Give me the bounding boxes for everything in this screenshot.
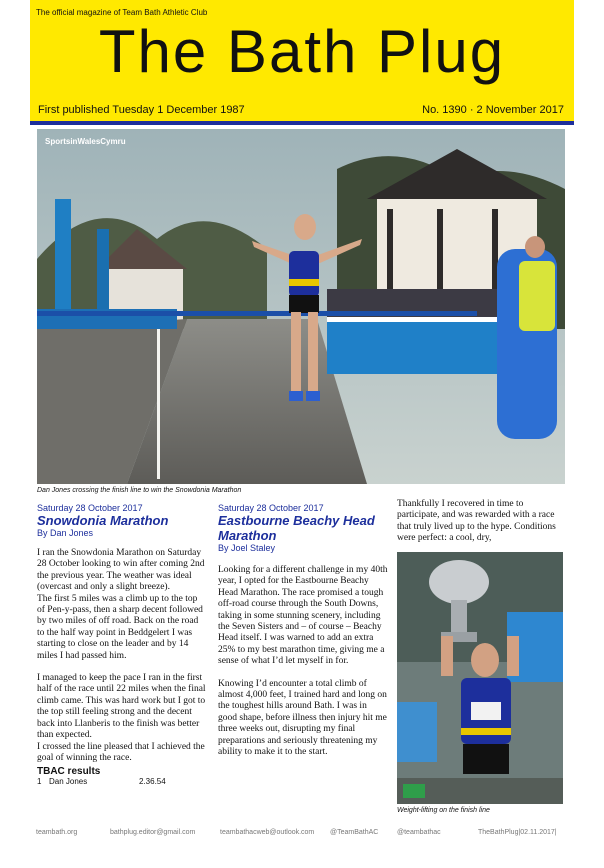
article-paragraph: I crossed the line pleased that I achieved the goal of winning the race.	[37, 741, 205, 763]
masthead-tagline: The official magazine of Team Bath Athletic Club	[36, 8, 208, 17]
article-headline: Snowdonia Marathon	[37, 513, 169, 528]
photo-agency-logo: SportsinWalesCymru	[45, 137, 126, 146]
article-snowdonia	[37, 503, 207, 786]
article-headline: Eastbourne Beachy Head Marathon	[218, 513, 375, 543]
article-paragraph: The first 5 miles was a climb up to the top of Pen-y-pass, then a sharp decent followed by two miles of off road. Back on the road to the half way point in Beddgelert I was starting to close on the leader and by 14 miles I had passed him.	[37, 593, 203, 661]
magazine-title: The Bath Plug	[98, 18, 506, 85]
side-photo-caption: Weight-lifting on the finish line	[397, 807, 490, 814]
masthead-rule	[30, 121, 574, 125]
hero-photo-illustration	[37, 129, 565, 484]
article-paragraph: I ran the Snowdonia Marathon on Saturday 28 October looking to win after coming 2nd the previous year. The weather was ideal (overcast and only a slight breeze).	[37, 548, 205, 593]
footer-website[interactable]: teambath.org	[36, 829, 78, 836]
result-position: 1	[37, 777, 42, 787]
result-name: Dan Jones	[49, 777, 88, 787]
article-byline: By Dan Jones	[37, 528, 94, 538]
footer-twitter[interactable]: @TeamBathAC	[330, 829, 379, 836]
hero-caption: Dan Jones crossing the finish line to win the Snowdonia Marathon	[37, 487, 242, 494]
article-paragraph: I managed to keep the pace I ran in the first half of the race until 22 miles when the final climb came. This was hard work but I got to the top still feeling strong and the decent back into Llanberis to the finish was better than expected.	[37, 673, 206, 741]
article-byline: By Joel Staley	[218, 543, 276, 553]
results-title: TBAC results	[37, 766, 101, 778]
article-date: Saturday 28 October 2017	[218, 503, 324, 513]
hero-photo	[37, 129, 565, 484]
footer-instagram[interactable]: @teambathac	[397, 829, 441, 836]
article-body	[218, 565, 388, 759]
result-time: 2.36.54	[139, 777, 166, 787]
footer-editor-email[interactable]: bathplug.editor@gmail.com	[110, 829, 196, 836]
results-row	[37, 777, 207, 786]
article-body	[37, 548, 207, 764]
article-date: Saturday 28 October 2017	[37, 503, 143, 513]
article-beachy-head	[218, 503, 388, 770]
footer-web-email[interactable]: teambathacweb@outlook.com	[220, 829, 315, 836]
trophy-photo-illustration	[397, 552, 563, 804]
trophy-photo	[397, 552, 563, 804]
article-paragraph: Looking for a different challenge in my 40th year, I opted for the Eastbourne Beachy Head Marathon. The race promised a tough off-road course through the South Downs, taking in some stunning scenery, including the Seven Sisters and – of course – Beachy Head itself. I was warned to add an extra 25% to my best marathon time, giving me a sense of what I’d let myself in for.	[218, 565, 388, 667]
issue-number: No. 1390 · 2 November 2017	[422, 104, 564, 116]
footer-issue-ref: TheBathPlug|02.11.2017|	[478, 829, 557, 836]
article-continuation: Thankfully I recovered in time to participate, and was rewarded with a race that truly lived up to the hype. Conditions were perfect: a cool, dry,	[397, 499, 556, 544]
article-paragraph: Knowing I’d encounter a total climb of almost 4,000 feet, I trained hard and long on the toughest hills around Bath. I was in good shape, before illness then injury hit me three weeks out, disrupting my final preparations and seriously threatening my ability to make it to the start.	[218, 678, 387, 758]
first-published-line: First published Tuesday 1 December 1987	[38, 104, 245, 116]
